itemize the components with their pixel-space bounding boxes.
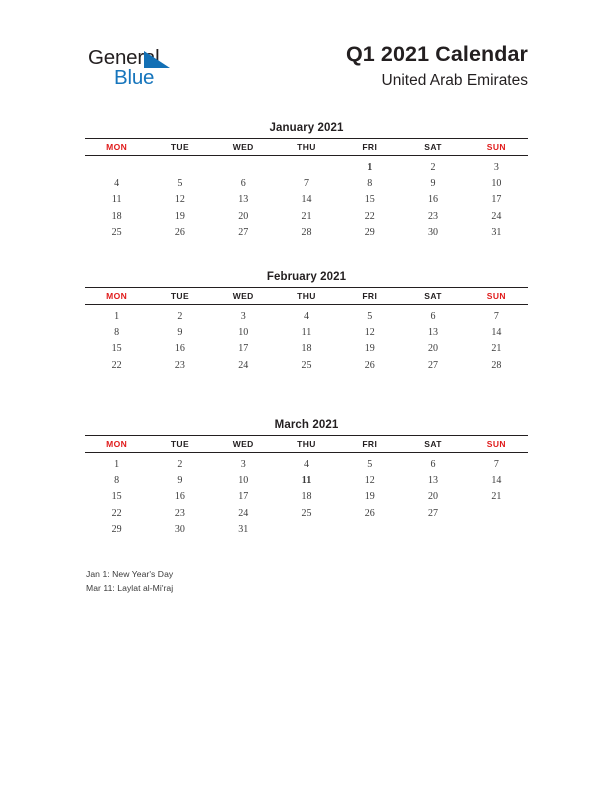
day-cell[interactable]: 22	[364, 210, 375, 222]
month-body	[85, 156, 528, 241]
day-cell[interactable]: 19	[174, 210, 185, 222]
day-cell[interactable]: 26	[364, 359, 375, 371]
weekday-header-fri: FRI	[338, 139, 401, 156]
day-cell[interactable]: 15	[364, 194, 375, 206]
week-row	[85, 489, 528, 505]
week-row	[85, 175, 528, 191]
month-title: February 2021	[266, 271, 347, 283]
day-cell[interactable]: 6	[240, 178, 246, 190]
week-row	[85, 472, 528, 488]
day-cell[interactable]: 27	[238, 227, 249, 239]
day-cell[interactable]: 9	[430, 178, 436, 190]
day-cell-empty	[465, 505, 528, 521]
day-cell-empty	[275, 522, 338, 538]
day-cell[interactable]: 8	[114, 327, 120, 339]
day-cell[interactable]: 14	[491, 475, 502, 487]
logo-text-general: General	[88, 46, 160, 69]
day-cell[interactable]: 4	[303, 310, 309, 322]
day-cell[interactable]: 10	[491, 178, 502, 190]
day-cell[interactable]: 13	[238, 194, 249, 206]
day-cell[interactable]: 23	[174, 507, 185, 519]
month-body	[85, 305, 528, 374]
day-cell[interactable]: 22	[111, 507, 122, 519]
week-row	[85, 453, 528, 473]
weekday-header-thu: THU	[275, 436, 338, 453]
day-cell[interactable]: 24	[491, 210, 502, 222]
day-cell[interactable]: 27	[428, 507, 439, 519]
week-row	[85, 522, 528, 538]
day-cell[interactable]: 3	[493, 161, 499, 173]
day-cell[interactable]: 11	[301, 475, 312, 487]
day-cell[interactable]: 11	[301, 327, 312, 339]
day-cell[interactable]: 23	[174, 359, 185, 371]
week-row	[85, 357, 528, 373]
day-cell[interactable]: 5	[367, 458, 373, 470]
day-cell[interactable]: 14	[491, 327, 502, 339]
month-grid	[85, 435, 528, 538]
weekday-header-sat: SAT	[401, 436, 464, 453]
day-cell[interactable]: 14	[301, 194, 312, 206]
day-cell[interactable]: 20	[428, 343, 439, 355]
day-cell[interactable]: 4	[303, 458, 309, 470]
day-cell[interactable]: 6	[430, 310, 436, 322]
weekday-header-sat: SAT	[401, 288, 464, 305]
day-cell[interactable]: 18	[111, 210, 122, 222]
day-cell-empty	[148, 156, 211, 176]
title-block	[346, 42, 528, 93]
day-cell[interactable]: 6	[430, 458, 436, 470]
holiday-legend-item: Mar 11: Laylat al-Mi'raj	[86, 582, 174, 593]
day-cell[interactable]: 1	[114, 310, 120, 322]
weekday-header-row	[85, 436, 528, 453]
weekday-header-fri: FRI	[338, 436, 401, 453]
day-cell[interactable]: 1	[367, 161, 373, 173]
month-block-january	[85, 122, 528, 241]
weekday-header-thu: THU	[275, 139, 338, 156]
day-cell[interactable]: 5	[367, 310, 373, 322]
day-cell-empty	[275, 156, 338, 176]
day-cell[interactable]: 12	[174, 194, 185, 206]
day-cell[interactable]: 8	[367, 178, 373, 190]
week-row	[85, 192, 528, 208]
weekday-header-tue: TUE	[148, 139, 211, 156]
weekday-header-row	[85, 139, 528, 156]
day-cell[interactable]: 2	[177, 310, 183, 322]
day-cell-empty	[401, 522, 464, 538]
day-cell[interactable]: 24	[238, 359, 249, 371]
weekday-header-sat: SAT	[401, 139, 464, 156]
day-cell[interactable]: 17	[238, 491, 249, 503]
day-cell[interactable]: 21	[491, 343, 502, 355]
day-cell[interactable]: 22	[111, 359, 122, 371]
day-cell[interactable]: 17	[491, 194, 502, 206]
week-row	[85, 341, 528, 357]
day-cell[interactable]: 2	[177, 458, 183, 470]
day-cell[interactable]: 27	[428, 359, 439, 371]
day-cell[interactable]: 26	[364, 507, 375, 519]
day-cell[interactable]: 21	[301, 210, 312, 222]
day-cell[interactable]: 30	[174, 524, 185, 536]
weekday-header-sun: SUN	[465, 288, 528, 305]
day-cell[interactable]: 16	[174, 343, 185, 355]
weekday-header-wed: WED	[212, 436, 275, 453]
day-cell-empty	[212, 156, 275, 176]
month-block-march	[85, 419, 528, 538]
weekday-header-tue: TUE	[148, 288, 211, 305]
week-row	[85, 505, 528, 521]
day-cell[interactable]: 30	[428, 227, 439, 239]
day-cell[interactable]: 12	[364, 475, 375, 487]
day-cell[interactable]: 10	[238, 327, 249, 339]
weekday-header-mon: MON	[85, 139, 148, 156]
day-cell[interactable]: 11	[111, 194, 122, 206]
day-cell[interactable]: 25	[111, 227, 122, 239]
day-cell[interactable]: 16	[428, 194, 439, 206]
day-cell[interactable]: 23	[428, 210, 439, 222]
day-cell[interactable]: 9	[177, 327, 183, 339]
page-title: Q1 2021 Calendar	[345, 42, 528, 66]
day-cell[interactable]: 28	[491, 359, 502, 371]
logo-text-blue: Blue	[114, 66, 155, 89]
weekday-header-row	[85, 288, 528, 305]
day-cell[interactable]: 26	[174, 227, 185, 239]
day-cell[interactable]: 10	[238, 475, 249, 487]
day-cell[interactable]: 29	[111, 524, 122, 536]
week-row	[85, 156, 528, 176]
day-cell[interactable]: 18	[301, 491, 312, 503]
day-cell[interactable]: 8	[114, 475, 120, 487]
day-cell[interactable]: 9	[177, 475, 183, 487]
day-cell[interactable]: 3	[240, 310, 246, 322]
day-cell[interactable]: 18	[301, 343, 312, 355]
holiday-legend	[86, 568, 486, 596]
day-cell[interactable]: 31	[491, 227, 502, 239]
day-cell[interactable]: 16	[174, 491, 185, 503]
month-title: March 2021	[274, 419, 339, 431]
weekday-header-wed: WED	[212, 288, 275, 305]
week-row	[85, 305, 528, 325]
weekday-header-thu: THU	[275, 288, 338, 305]
day-cell[interactable]: 13	[428, 475, 439, 487]
day-cell[interactable]: 21	[491, 491, 502, 503]
weekday-header-mon: MON	[85, 436, 148, 453]
day-cell-empty	[465, 522, 528, 538]
day-cell[interactable]: 31	[238, 524, 249, 536]
month-block-february	[85, 271, 528, 374]
weekday-header-wed: WED	[212, 139, 275, 156]
day-cell[interactable]: 13	[428, 327, 439, 339]
day-cell[interactable]: 7	[493, 458, 499, 470]
day-cell[interactable]: 4	[114, 178, 120, 190]
day-cell[interactable]: 1	[114, 458, 120, 470]
day-cell[interactable]: 3	[240, 458, 246, 470]
day-cell[interactable]: 5	[177, 178, 183, 190]
weekday-header-fri: FRI	[338, 288, 401, 305]
day-cell[interactable]: 25	[301, 359, 312, 371]
week-row	[85, 324, 528, 340]
day-cell[interactable]: 28	[301, 227, 312, 239]
day-cell-empty	[85, 156, 148, 176]
day-cell[interactable]: 29	[364, 227, 375, 239]
weekday-header-sun: SUN	[465, 139, 528, 156]
day-cell-empty	[338, 522, 401, 538]
day-cell[interactable]: 2	[430, 161, 436, 173]
day-cell[interactable]: 15	[111, 343, 122, 355]
week-row	[85, 225, 528, 241]
day-cell[interactable]: 20	[238, 210, 249, 222]
day-cell[interactable]: 24	[238, 507, 249, 519]
week-row	[85, 208, 528, 224]
day-cell[interactable]: 20	[428, 491, 439, 503]
month-grid	[85, 287, 528, 374]
weekday-header-sun: SUN	[465, 436, 528, 453]
month-title: January 2021	[269, 122, 344, 134]
day-cell[interactable]: 19	[364, 491, 375, 503]
weekday-header-tue: TUE	[148, 436, 211, 453]
month-grid	[85, 138, 528, 241]
day-cell[interactable]: 25	[301, 507, 312, 519]
general-blue-logo[interactable]	[88, 48, 198, 96]
page-header	[0, 42, 612, 108]
day-cell[interactable]: 17	[238, 343, 249, 355]
day-cell[interactable]: 15	[111, 491, 122, 503]
day-cell[interactable]: 7	[303, 178, 309, 190]
page-subtitle: United Arab Emirates	[381, 72, 528, 90]
day-cell[interactable]: 19	[364, 343, 375, 355]
month-body	[85, 453, 528, 538]
holiday-legend-item: Jan 1: New Year's Day	[86, 569, 174, 579]
day-cell[interactable]: 12	[364, 327, 375, 339]
weekday-header-mon: MON	[85, 288, 148, 305]
day-cell[interactable]: 7	[493, 310, 499, 322]
